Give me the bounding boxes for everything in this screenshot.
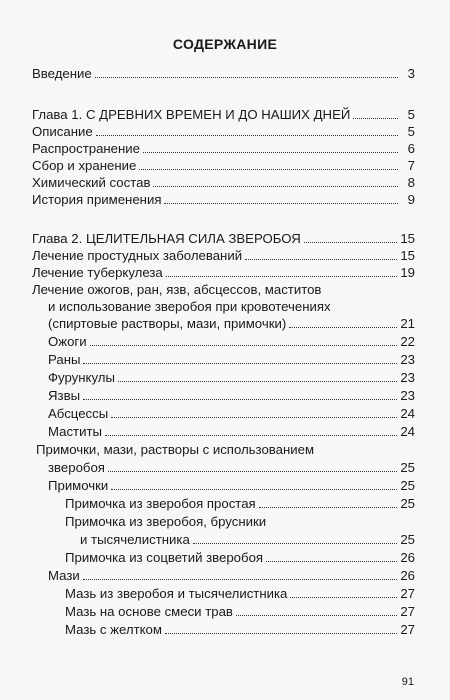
toc-page-number: 25 bbox=[400, 496, 415, 511]
toc-entry-label: Лечение туберкулеза bbox=[32, 265, 163, 280]
dot-leader bbox=[83, 399, 397, 400]
dot-leader bbox=[289, 327, 397, 328]
toc-page-number: 5 bbox=[407, 124, 415, 139]
toc-entry-distribution[interactable] bbox=[32, 141, 415, 156]
dot-leader bbox=[266, 561, 397, 562]
toc-entry-ointments[interactable] bbox=[48, 568, 415, 583]
toc-entry-label: Лечение простудных заболеваний bbox=[32, 248, 243, 263]
toc-entry-label-line[interactable]: и использование зверобоя при кровотечениях bbox=[48, 299, 331, 314]
toc-entry-label: Мазь на основе смеси трав bbox=[65, 604, 233, 619]
toc-page-number: 26 bbox=[400, 568, 415, 583]
toc-entry-colds[interactable] bbox=[32, 248, 415, 263]
toc-entry-label-line[interactable]: Примочка из зверобоя, брусники bbox=[65, 514, 267, 529]
toc-page-number: 25 bbox=[400, 478, 415, 493]
toc-entry-abscesses[interactable] bbox=[48, 406, 415, 421]
dot-leader bbox=[193, 543, 398, 544]
toc-entry-label: Примочка из зверобоя простая bbox=[65, 496, 256, 511]
toc-page-number: 8 bbox=[407, 175, 415, 190]
toc-entry-label: и тысячелистника bbox=[80, 532, 190, 547]
toc-entry-label: Глава 1. С ДРЕВНИХ ВРЕМЕН И ДО НАШИХ ДНЕЙ bbox=[32, 107, 351, 122]
toc-page-number: 23 bbox=[400, 352, 415, 367]
toc-entry-label-line[interactable]: Лечение ожогов, ран, язв, абсцессов, маститов bbox=[32, 282, 322, 297]
toc-entry-label: Распространение bbox=[32, 141, 140, 156]
toc-entry-label: Введение bbox=[32, 66, 92, 81]
toc-entry-label: зверобоя bbox=[48, 460, 105, 475]
toc-entry-chapter-1[interactable] bbox=[32, 107, 415, 122]
dot-leader bbox=[83, 363, 397, 364]
toc-page-number: 3 bbox=[407, 66, 415, 81]
toc-entry-flower-lotion[interactable] bbox=[65, 550, 415, 565]
toc-entry-label: Описание bbox=[32, 124, 93, 139]
toc-entry-lingonberry-lotion[interactable] bbox=[80, 532, 415, 547]
toc-entry-history[interactable] bbox=[32, 192, 415, 207]
toc-page-number: 24 bbox=[400, 406, 415, 421]
toc-entry-label: Мазь с желтком bbox=[65, 622, 162, 637]
toc-page-number: 6 bbox=[407, 141, 415, 156]
toc-entry-label: Примочки bbox=[48, 478, 109, 493]
toc-entry-description[interactable] bbox=[32, 124, 415, 139]
toc-entry-burns[interactable] bbox=[48, 334, 415, 349]
toc-entry-introduction[interactable] bbox=[32, 66, 415, 81]
toc-entry-ulcers[interactable] bbox=[48, 388, 415, 403]
toc-entry-label: Ожоги bbox=[48, 334, 87, 349]
dot-leader bbox=[353, 118, 398, 119]
toc-entry-label: Фурункулы bbox=[48, 370, 115, 385]
toc-entry-furuncles[interactable] bbox=[48, 370, 415, 385]
page-number: 91 bbox=[401, 676, 414, 688]
dot-leader bbox=[90, 345, 398, 346]
dot-leader bbox=[105, 435, 397, 436]
toc-page-number: 25 bbox=[400, 460, 415, 475]
toc-entry-label: Мазь из зверобоя и тысячелистника bbox=[65, 586, 288, 601]
toc-entry-label: Глава 2. ЦЕЛИТЕЛЬНАЯ СИЛА ЗВЕРОБОЯ bbox=[32, 231, 301, 246]
toc-entry-label: Маститы bbox=[48, 424, 102, 439]
dot-leader bbox=[304, 242, 398, 243]
toc-entry-simple-lotion[interactable] bbox=[65, 496, 415, 511]
toc-entry-label: (спиртовые растворы, мази, примочки) bbox=[48, 316, 287, 331]
dot-leader bbox=[164, 203, 398, 204]
dot-leader bbox=[111, 417, 397, 418]
dot-leader bbox=[166, 276, 398, 277]
dot-leader bbox=[290, 597, 397, 598]
toc-page-number: 23 bbox=[400, 370, 415, 385]
toc-entry-label: Примочка из соцветий зверобоя bbox=[65, 550, 264, 565]
toc-page-number: 27 bbox=[400, 586, 415, 601]
dot-leader bbox=[118, 381, 397, 382]
toc-entry-wounds[interactable] bbox=[48, 352, 415, 367]
dot-leader bbox=[153, 186, 398, 187]
toc-page-number: 22 bbox=[400, 334, 415, 349]
toc-entry-lotions-ointments[interactable] bbox=[48, 460, 415, 475]
toc-page-number: 9 bbox=[407, 192, 415, 207]
toc-entry-label: Сбор и хранение bbox=[32, 158, 137, 173]
toc-entry-label: Язвы bbox=[48, 388, 81, 403]
toc-entry-label: История применения bbox=[32, 192, 162, 207]
toc-entry-yarrow-ointment[interactable] bbox=[65, 586, 415, 601]
toc-entry-label-line[interactable]: Примочки, мази, растворы с использованием bbox=[36, 442, 315, 457]
dot-leader bbox=[236, 615, 397, 616]
toc-entry-lotions[interactable] bbox=[48, 478, 415, 493]
toc-page-number: 23 bbox=[400, 388, 415, 403]
toc-page-number: 25 bbox=[400, 532, 415, 547]
dot-leader bbox=[245, 259, 397, 260]
toc-page-number: 15 bbox=[400, 248, 415, 263]
toc-entry-burns-wounds[interactable] bbox=[48, 316, 415, 331]
dot-leader bbox=[143, 152, 398, 153]
toc-page-number: 27 bbox=[400, 604, 415, 619]
toc-page-number: 27 bbox=[400, 622, 415, 637]
toc-entry-chemistry[interactable] bbox=[32, 175, 415, 190]
dot-leader bbox=[139, 169, 398, 170]
toc-entry-chapter-2[interactable] bbox=[32, 231, 415, 246]
dot-leader bbox=[165, 633, 397, 634]
toc-entry-herb-mix-ointment[interactable] bbox=[65, 604, 415, 619]
toc-page-number: 26 bbox=[400, 550, 415, 565]
toc-page-number: 5 bbox=[407, 107, 415, 122]
dot-leader bbox=[111, 489, 397, 490]
toc-page-number: 7 bbox=[407, 158, 415, 173]
toc-entry-label: Мази bbox=[48, 568, 80, 583]
toc-entry-label: Химический состав bbox=[32, 175, 151, 190]
toc-page-number: 24 bbox=[400, 424, 415, 439]
page-title: СОДЕРЖАНИЕ bbox=[172, 36, 278, 52]
dot-leader bbox=[108, 471, 397, 472]
toc-entry-mastitis[interactable] bbox=[48, 424, 415, 439]
toc-page-number: 19 bbox=[400, 265, 415, 280]
toc-entry-label: Абсцессы bbox=[48, 406, 109, 421]
toc-page-number: 15 bbox=[400, 231, 415, 246]
dot-leader bbox=[83, 579, 398, 580]
toc-entry-tuberculosis[interactable] bbox=[32, 265, 415, 280]
dot-leader bbox=[259, 507, 398, 508]
dot-leader bbox=[96, 135, 398, 136]
toc-page-number: 21 bbox=[400, 316, 415, 331]
toc-entry-collection[interactable] bbox=[32, 158, 415, 173]
dot-leader bbox=[95, 77, 398, 78]
toc-entry-yolk-ointment[interactable] bbox=[65, 622, 415, 637]
toc-entry-label: Раны bbox=[48, 352, 81, 367]
